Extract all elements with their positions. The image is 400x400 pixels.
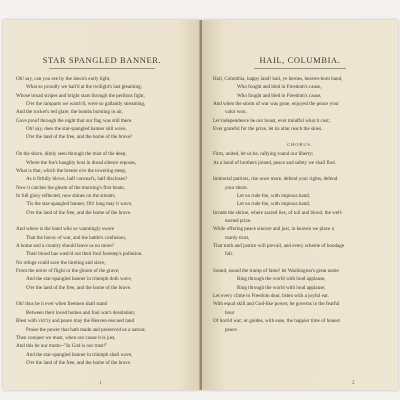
- poem-line: That the havoc of war, and the battle's confusion,: [26, 234, 127, 241]
- poem-line: Ring through the world with loud applause,: [237, 284, 326, 291]
- poem-line: hour: [225, 309, 235, 316]
- poem-line: And this be our motto--"In God is our trust!": [16, 343, 108, 350]
- poem-line: Hail, Columbia, happy land! hail, ye heroes, heaven-born band,: [213, 76, 343, 82]
- poem-line: What so proudly we hail'd at the twilight's last gleaming;: [26, 84, 142, 91]
- poem-line: Between their loved homes and foul war's desolation;: [26, 309, 136, 316]
- poem-line: And the star-spangled banner in triumph doth wave,: [26, 276, 132, 283]
- right-title-rule: [254, 68, 346, 69]
- poem-line: From the terror of flight or the gloom of the grave;: [16, 268, 120, 275]
- poem-line: Oh! thus be it ever when freemen shall stand: [16, 301, 108, 308]
- poem-line: Ever grateful for the prize, let its altar reach the skies.: [213, 126, 323, 133]
- poem-line: Then conquer we must, when our cause it is just,: [16, 334, 116, 341]
- poem-line: O'er the land of the free, and the home of the brave.: [26, 209, 132, 216]
- poem-line: On the shore, dimly seen through the mist of the deep,: [16, 151, 127, 158]
- poem-line: That truth and justice will prevail, and every scheme of bondage: [213, 243, 345, 249]
- poem-line: Of horrid war; or guides, with ease, the happier time of honest: [213, 318, 340, 325]
- poem-line: Invade the shrine, where sacred lies, of toil and blood, the well-: [213, 209, 343, 216]
- poem-line: peace.: [225, 326, 238, 333]
- poem-line: fail.: [225, 251, 234, 258]
- poem-line: Let independence be our boast, ever mindful what it cost;: [213, 117, 331, 124]
- poem-line: A home and a country should leave us no more?: [16, 243, 115, 249]
- poem-line: And when the storm of war was gone, enjoyed the peace your: [213, 101, 339, 108]
- poem-line: Their blood has wash'd out their foul footstep's pollution.: [26, 251, 143, 258]
- left-page-number: 1: [99, 381, 102, 386]
- poem-line: Let every clime to Freedom dear, listen with a joyful ear.: [213, 293, 329, 300]
- poem-line: O'er the ramparts we watch'd, were so gallantly streaming,: [26, 101, 146, 108]
- chorus-heading: CHORUS.: [287, 142, 313, 147]
- poem-line: While offering peace sincere and just, in heaven we place a: [213, 226, 334, 233]
- poem-line: Whose broad stripes and bright stars through the perilous fight,: [16, 92, 145, 99]
- poem-line: Who fought and bled in Freedom's cause,: [237, 92, 322, 99]
- left-page-title: STAR SPANGLED BANNER.: [42, 55, 162, 65]
- poem-line: What is that, which the breeze o'er the towering steep,: [16, 167, 127, 174]
- left-title-rule: [49, 68, 155, 69]
- poem-line: O'er the land of the free, and the home of the brave.: [26, 284, 132, 291]
- poem-line: In full glory reflected, now shines on the stream;: [16, 192, 116, 199]
- poem-line: Firm, united, let us be, rallying round our liberty;: [213, 151, 314, 158]
- poem-line: Blest with vict'ry and peace may the Heaven-rescued land: [16, 318, 135, 325]
- poem-line: O'er the land of the free, and the home of the brave?: [26, 134, 133, 141]
- poem-line: 'Tis the star-spangled banner, Oh! long may it wave,: [26, 201, 133, 208]
- poem-line: Let no rude foe, with impious hand,: [237, 192, 310, 199]
- poem-line: And where is the band who so vauntingly swore: [16, 226, 115, 233]
- poem-line: valor won.: [225, 109, 247, 116]
- poem-line: As a band of brothers joined, peace and safety we shall find.: [213, 159, 336, 166]
- poem-line: Ring through the world with loud applause,: [237, 276, 326, 283]
- right-page: [202, 20, 398, 390]
- left-page: [3, 20, 201, 390]
- poem-line: earned prize.: [225, 217, 252, 224]
- poem-line: O'er the land of the free, and the home of the brave.: [26, 359, 132, 366]
- poem-line: As it fitfully blows, half conceal's, half discloses?: [26, 176, 128, 183]
- poem-line: manly trust,: [225, 234, 250, 241]
- poem-line: With equal skill and God-like power, he governs in the fearful: [213, 301, 340, 308]
- right-page-title: HAIL, COLUMBIA.: [259, 55, 341, 65]
- poem-line: No refuge could save the hireling and slave,: [16, 259, 106, 266]
- poem-line: Praise the power that hath made and preserved us a nation;: [26, 326, 146, 333]
- poem-line: Now it catches the gleam of the morning's first beam,: [16, 184, 125, 191]
- poem-line: your shore.: [225, 184, 248, 191]
- right-page-number: 2: [352, 381, 355, 386]
- poem-line: Where the foe's haughty host in dread silence reposes,: [26, 159, 137, 166]
- poem-line: Let no rude foe, with impious hand,: [237, 201, 310, 208]
- poem-line: Oh! say, does the star-spangled banner still wave,: [26, 126, 127, 133]
- poem-line: Gave proof through the night that our flag was still there.: [16, 117, 133, 124]
- poem-line: And the star-spangled banner in triumph shall wave,: [26, 351, 133, 358]
- poem-line: Oh! say, can you see by the dawn's early light,: [16, 76, 111, 82]
- poem-line: Sound, sound the trump of fame! let Washington's great name: [213, 268, 339, 275]
- poem-line: And the rocket's red glare, the bombs bursting in air,: [16, 109, 123, 116]
- poem-line: Who fought and bled in Freedom's cause,: [237, 84, 322, 91]
- poem-line: Immortal patriots, rise once more, defend your rights, defend: [213, 176, 338, 183]
